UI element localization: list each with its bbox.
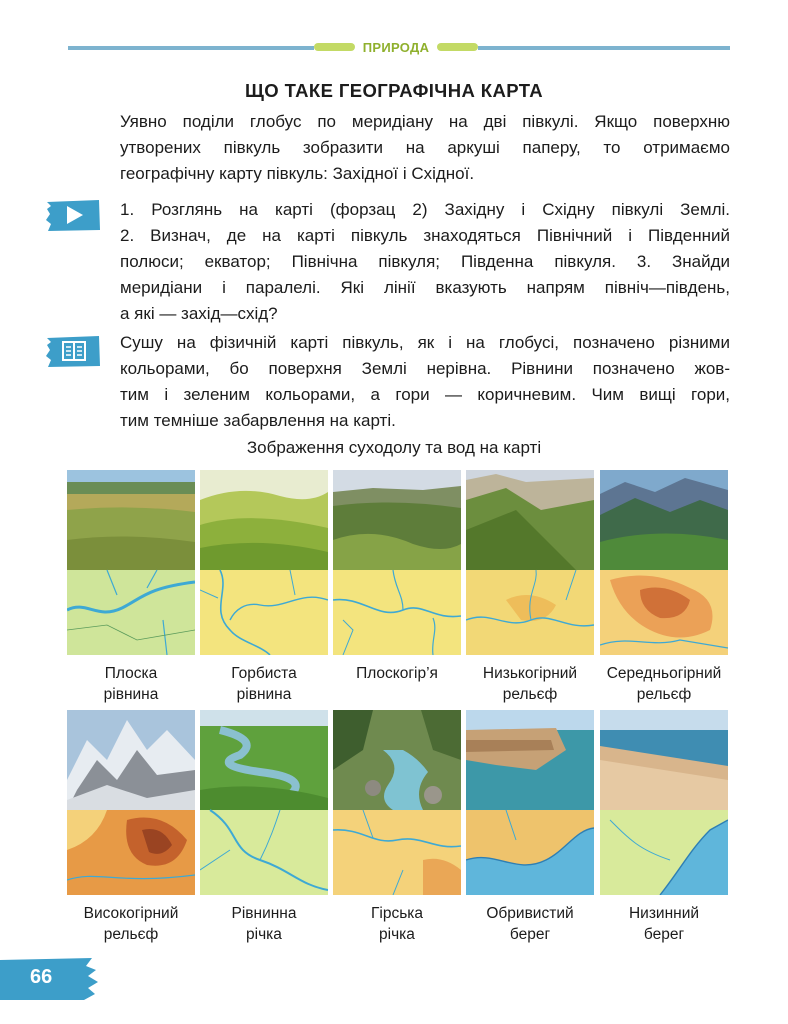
label-flat-plain — [65, 663, 197, 705]
label-line: Низинний — [628, 905, 700, 922]
label-line: Обривистий — [486, 905, 574, 922]
intro-paragraph — [120, 109, 730, 187]
text-line: тим і зеленим кольорами, а гори — коричневим. Чим вищі гори, — [120, 385, 730, 404]
section-title: ПРИРОДА — [362, 39, 430, 55]
text-line: географічну карту півкуль: Західної і Східної. — [120, 164, 475, 183]
mid-mountain-image — [600, 470, 728, 655]
label-mid-mountain — [598, 663, 730, 705]
label-line: Гірська — [370, 905, 424, 922]
leaf-decoration — [314, 43, 355, 51]
label-line: Низькогірний — [482, 665, 578, 682]
text-line: полюси; екватор; Північна півкуля; Південна півкуля. 3. Знайди — [120, 252, 730, 271]
cliff-coast-image — [466, 710, 594, 895]
text-line: 1. Розглянь на карті (форзац 2) Західну і Східну півкулі Землі. — [120, 200, 730, 219]
page-number: 66 — [30, 966, 53, 988]
text-line: а які — захід—схід? — [120, 304, 278, 323]
label-cliff-coast — [464, 903, 596, 945]
text-line: меридіани і паралелі. Які лінії вказують напрям північ—південь, — [120, 278, 730, 297]
label-hilly-plain — [198, 663, 330, 705]
label-lowland-coast — [598, 903, 730, 945]
label-line: рельєф — [103, 926, 159, 943]
text-line: тим темніше забарвлення на карті. — [120, 411, 396, 430]
header-line-left — [68, 46, 314, 50]
label-plain-river — [198, 903, 330, 945]
mountain-river-image — [333, 710, 461, 895]
label-low-mountain — [464, 663, 596, 705]
book-icon — [45, 334, 101, 368]
text-line: Сушу на фізичній карті півкуль, як і на глобусі, позначено різними — [120, 333, 730, 352]
page-title: ЩО ТАКЕ ГЕОГРАФІЧНА КАРТА — [245, 80, 543, 101]
lowland-coast-image — [600, 710, 728, 895]
task-paragraph — [120, 197, 730, 327]
text-line: Уявно поділи глобус по меридіану на дві півкулі. Якщо поверхню — [120, 112, 730, 131]
label-line: рівнина — [236, 686, 292, 703]
text-line: утворених півкуль зобразити на аркуші паперу, то отримаємо — [120, 138, 730, 157]
plateau-image — [333, 470, 461, 655]
hilly-plain-image — [200, 470, 328, 655]
page-number-badge — [0, 958, 100, 1000]
label-line: річка — [379, 926, 415, 943]
label-line: Горбиста — [231, 665, 297, 682]
label-line: Середньогірний — [606, 665, 722, 682]
label-line: рельєф — [636, 686, 692, 703]
text-line: кольорами, бо поверхня Землі нерівна. Рівнини позначено жов- — [120, 359, 730, 378]
label-line: рельєф — [502, 686, 558, 703]
figure-caption: Зображення суходолу та вод на карті — [246, 438, 542, 457]
info-paragraph — [120, 330, 730, 434]
label-line: берег — [509, 926, 551, 943]
label-line: Рівнинна — [231, 905, 297, 922]
flat-plain-image — [67, 470, 195, 655]
header-line-right — [478, 46, 730, 50]
low-mountain-image — [466, 470, 594, 655]
label-mountain-river — [331, 903, 463, 945]
text-line: 2. Визнач, де на карті півкуль знаходяться Північний і Південний — [120, 226, 730, 245]
label-line: Плоскогір’я — [356, 665, 438, 682]
label-line: берег — [643, 926, 685, 943]
label-high-mountain — [65, 903, 197, 945]
label-line: рівнина — [103, 686, 159, 703]
section-badge — [314, 38, 478, 56]
label-line: Плоска — [104, 665, 158, 682]
label-plateau — [331, 663, 463, 684]
high-mountain-image — [67, 710, 195, 895]
label-line: Високогірний — [83, 905, 179, 922]
plain-river-image — [200, 710, 328, 895]
label-line: річка — [246, 926, 282, 943]
play-icon — [45, 198, 101, 232]
leaf-decoration — [437, 43, 478, 51]
